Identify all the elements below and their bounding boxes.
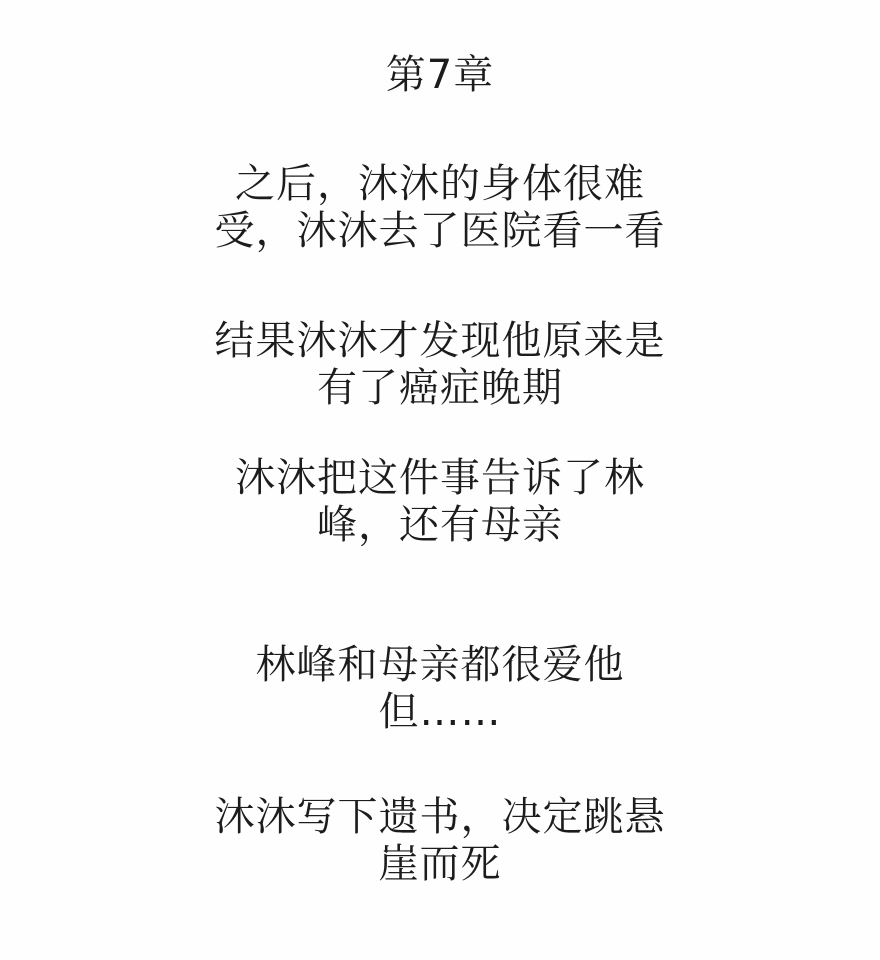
story-paragraph xyxy=(0,318,880,412)
paragraph-line: 崖而死 xyxy=(378,841,502,887)
paragraph-line: 峰，还有母亲 xyxy=(317,502,563,548)
story-paragraph xyxy=(0,455,880,549)
paragraph-line: 但…… xyxy=(378,689,502,735)
story-paragraph xyxy=(0,161,880,255)
paragraph-line: 受，沐沐去了医院看一看 xyxy=(214,208,666,254)
paragraph-line: 之后，沐沐的身体很难 xyxy=(235,161,645,207)
paragraph-line: 沐沐把这件事告诉了林 xyxy=(235,455,645,501)
story-paragraph xyxy=(0,642,880,736)
story-paragraph xyxy=(0,794,880,888)
paragraph-line: 林峰和母亲都很爱他 xyxy=(255,642,625,688)
paragraph-line: 有了癌症晚期 xyxy=(317,365,563,411)
paragraph-line: 沐沐写下遗书，决定跳悬 xyxy=(214,794,666,840)
paragraph-line: 结果沐沐才发现他原来是 xyxy=(214,318,666,364)
chapter-title: 第7章 xyxy=(385,52,495,98)
